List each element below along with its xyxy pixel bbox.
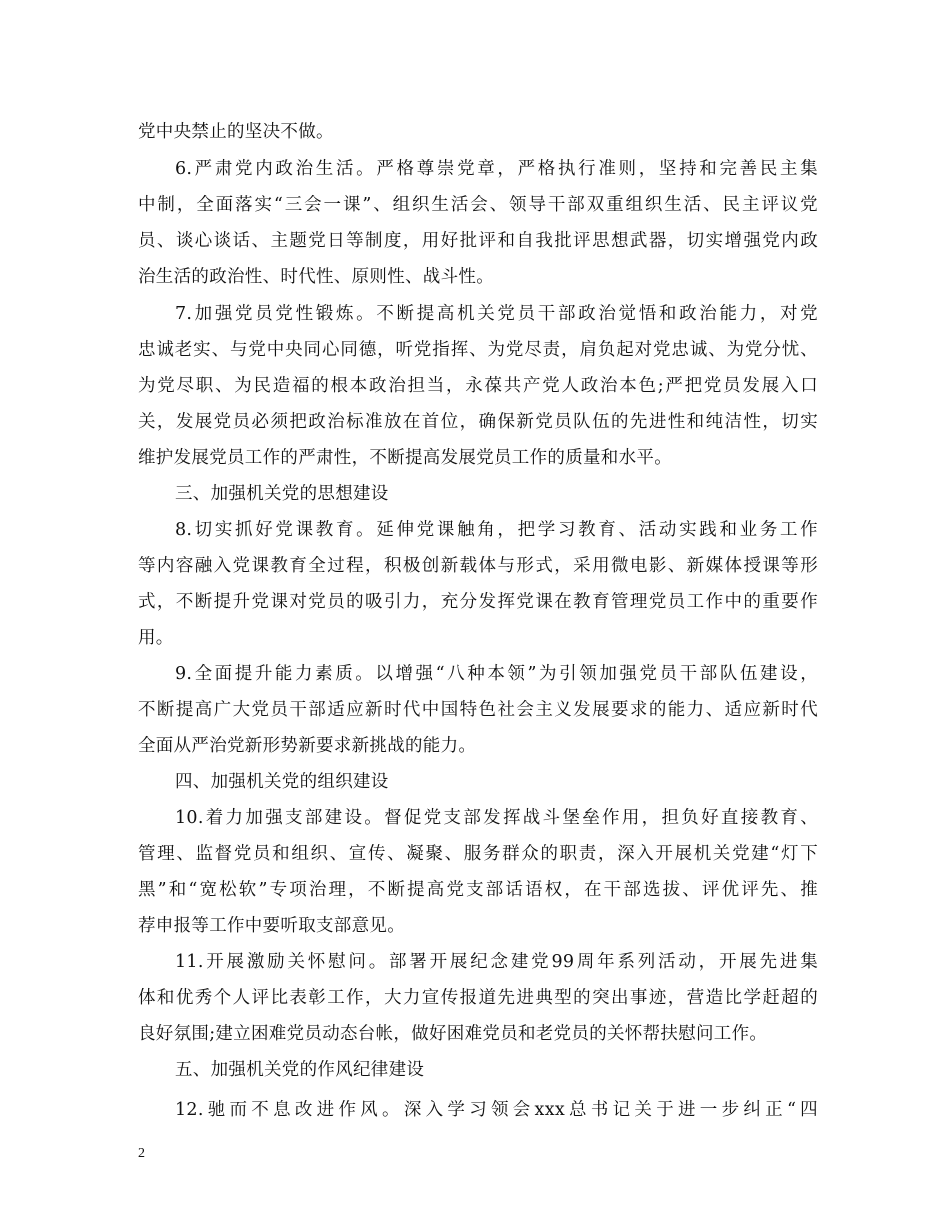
text-line: 中制，全面落实“三会一课”、组织生活会、领导干部双重组织生活、民主评议党 (138, 195, 818, 215)
text-line: 11.开展激励关怀慰问。部署开展纪念建党99周年系列活动，开展先进集 (175, 952, 818, 972)
text-line: 忠诚老实、与党中央同心同德，听党指挥、为党尽责，肩负起对党忠诚、为党分忧、 (138, 340, 818, 360)
text-line: 荐申报等工作中要听取支部意见。 (138, 916, 405, 936)
text-line: 员、谈心谈话、主题党日等制度，用好批评和自我批评思想武器，切实增强党内政 (138, 231, 818, 251)
page-number: 2 (138, 1146, 145, 1161)
text-line: 全面从严治党新形势新要求新挑战的能力。 (138, 736, 477, 756)
text-line: 6.严肃党内政治生活。严格尊崇党章，严格执行准则，坚持和完善民主集 (175, 159, 818, 179)
text-line: 8.切实抓好党课教育。延伸党课触角，把学习教育、活动实践和业务工作 (175, 520, 818, 540)
text-line: 维护发展党员工作的严肃性，不断提高发展党员工作的质量和水平。 (138, 448, 672, 468)
text-line: 关，发展党员必须把政治标准放在首位，确保新党员队伍的先进性和纯洁性，切实 (138, 412, 818, 432)
text-line: 为党尽职、为民造福的根本政治担当，永葆共产党人政治本色;严把党员发展入口 (138, 376, 818, 396)
section-heading: 四、加强机关党的组织建设 (175, 772, 389, 792)
text-line: 管理、监督党员和组织、宣传、凝聚、服务群众的职责，深入开展机关党建“灯下 (138, 844, 818, 864)
text-line: 7.加强党员党性锻炼。不断提高机关党员干部政治觉悟和政治能力，对党 (175, 304, 818, 324)
text-line: 良好氛围;建立困难党员动态台帐，做好困难党员和老党员的关怀帮扶慰问工作。 (138, 1024, 768, 1044)
text-line: 治生活的政治性、时代性、原则性、战斗性。 (138, 267, 494, 287)
text-line: 9.全面提升能力素质。以增强“八种本领”为引领加强党员干部队伍建设， (175, 664, 818, 684)
text-line: 用。 (138, 628, 174, 648)
section-heading: 三、加强机关党的思想建设 (175, 484, 389, 504)
text-line: 黑”和“宽松软”专项治理，不断提高党支部话语权，在干部选拔、评优评先、推 (138, 880, 818, 900)
text-line: 党中央禁止的坚决不做。 (138, 122, 334, 142)
text-line: 式，不断提升党课对党员的吸引力，充分发挥党课在教育管理党员工作中的重要作 (138, 592, 818, 612)
text-line: 体和优秀个人评比表彰工作，大力宣传报道先进典型的突出事迹，营造比学赶超的 (138, 988, 818, 1008)
section-heading: 五、加强机关党的作风纪律建设 (175, 1060, 425, 1080)
text-line: 不断提高广大党员干部适应新时代中国特色社会主义发展要求的能力、适应新时代 (138, 700, 818, 720)
text-line: 12.驰而不息改进作风。深入学习领会xxx总书记关于进一步纠正“四 (175, 1100, 818, 1120)
text-line: 10.着力加强支部建设。督促党支部发挥战斗堡垒作用，担负好直接教育、 (175, 808, 818, 828)
text-line: 等内容融入党课教育全过程，积极创新载体与形式，采用微电影、新媒体授课等形 (138, 556, 818, 576)
